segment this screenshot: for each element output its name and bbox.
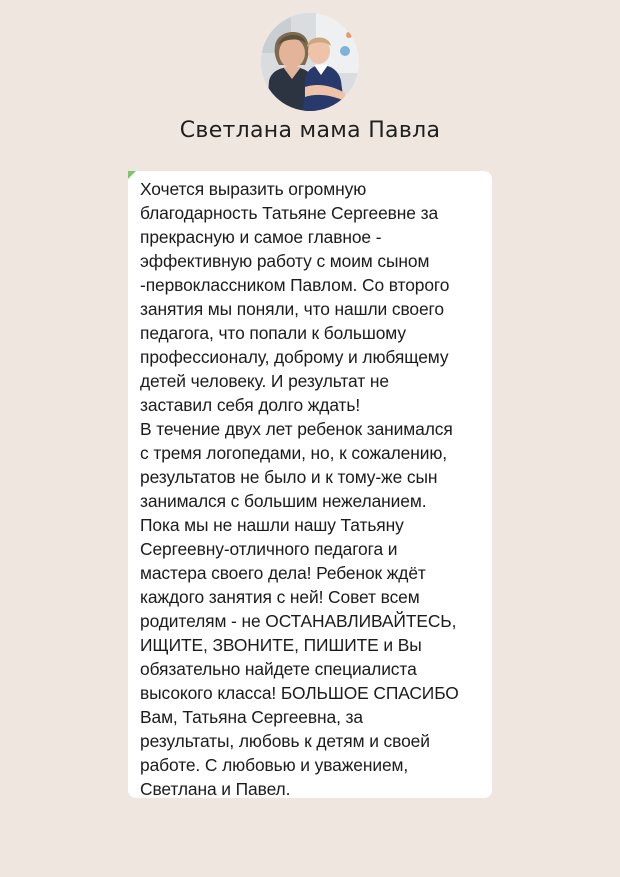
avatar — [261, 13, 359, 111]
review-bubble — [128, 171, 492, 798]
photo-mother-and-son-icon — [261, 13, 359, 111]
review-text: Хочется выразить огромную благодарность Татьяне Сергеевне за прекрасную и самое главное - эффективную работу с моим сыном -первоклассником Павлом. Со второго занятия мы поняли, что нашли своего педагога, что попали к большому профессионалу, доброму и любящему детей человеку. И результат не заставил себя долго ждать! В течение двух лет ребенок занимался с тремя логопедами, но, к сожалению, результатов не было и к тому-же сын занимался с большим нежеланием. Пока мы не нашли нашу Татьяну Сергеевну-отличного педагога и мастера своего дела! Ребенок ждёт каждого занятия с ней! Совет всем родителям - не ОСТАНАВЛИВАЙТЕСЬ, ИЩИТЕ, ЗВОНИТЕ, ПИШИТЕ и Вы обязательно найдете специалиста высокого класса! БОЛЬШОЕ СПАСИБО Вам, Татьяна Сергеевна, за результаты, любовь к детям и своей работе. С любовью и уважением, Светлана и Павел. — [140, 179, 459, 798]
author-name: Светлана мама Павла — [179, 118, 441, 143]
bubble-tail — [128, 171, 136, 179]
